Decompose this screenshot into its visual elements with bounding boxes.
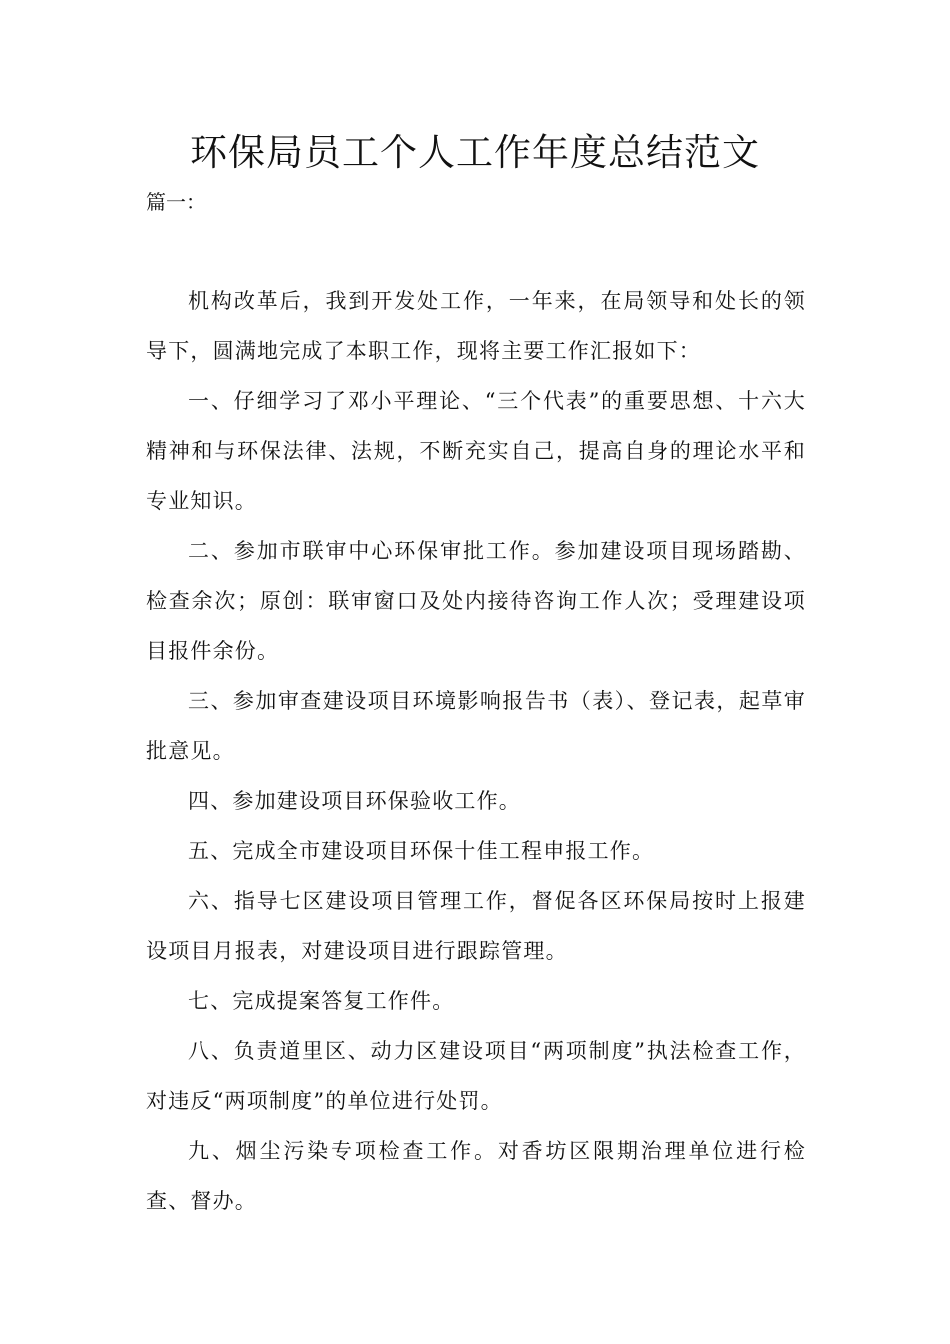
paragraph-item-2: 二、参加市联审中心环保审批工作。参加建设项目现场踏勘、检查余次；原创：联审窗口及处内接待咨询工作人次；受理建设项目报件余份。 bbox=[146, 539, 806, 663]
paragraph-item-6: 六、指导七区建设项目管理工作，督促各区环保局按时上报建设项目月报表，对建设项目进行跟踪管理。 bbox=[146, 889, 806, 963]
paragraph-intro: 机构改革后，我到开发处工作，一年来，在局领导和处长的领导下，圆满地完成了本职工作，现将主要工作汇报如下： bbox=[146, 289, 806, 363]
paragraph-item-8: 八、负责道里区、动力区建设项目“两项制度”执法检查工作，对违反“两项制度”的单位进行处罚。 bbox=[146, 1039, 806, 1113]
paragraph-item-3: 三、参加审查建设项目环境影响报告书（表）、登记表，起草审批意见。 bbox=[146, 689, 806, 763]
document-title: 环保局员工个人工作年度总结范文 bbox=[190, 131, 760, 174]
paragraph-item-4: 四、参加建设项目环保验收工作。 bbox=[188, 789, 521, 813]
paragraph-item-5: 五、完成全市建设项目环保十佳工程申报工作。 bbox=[188, 839, 655, 863]
document-body bbox=[146, 276, 806, 1226]
section-label: 篇一： bbox=[146, 190, 206, 214]
paragraph-item-7: 七、完成提案答复工作件。 bbox=[188, 989, 455, 1013]
paragraph-item-1: 一、仔细学习了邓小平理论、“三个代表”的重要思想、十六大精神和与环保法律、法规，不断充实自己，提高自身的理论水平和专业知识。 bbox=[146, 389, 806, 513]
paragraph-item-9: 九、烟尘污染专项检查工作。对香坊区限期治理单位进行检查、督办。 bbox=[146, 1139, 806, 1213]
